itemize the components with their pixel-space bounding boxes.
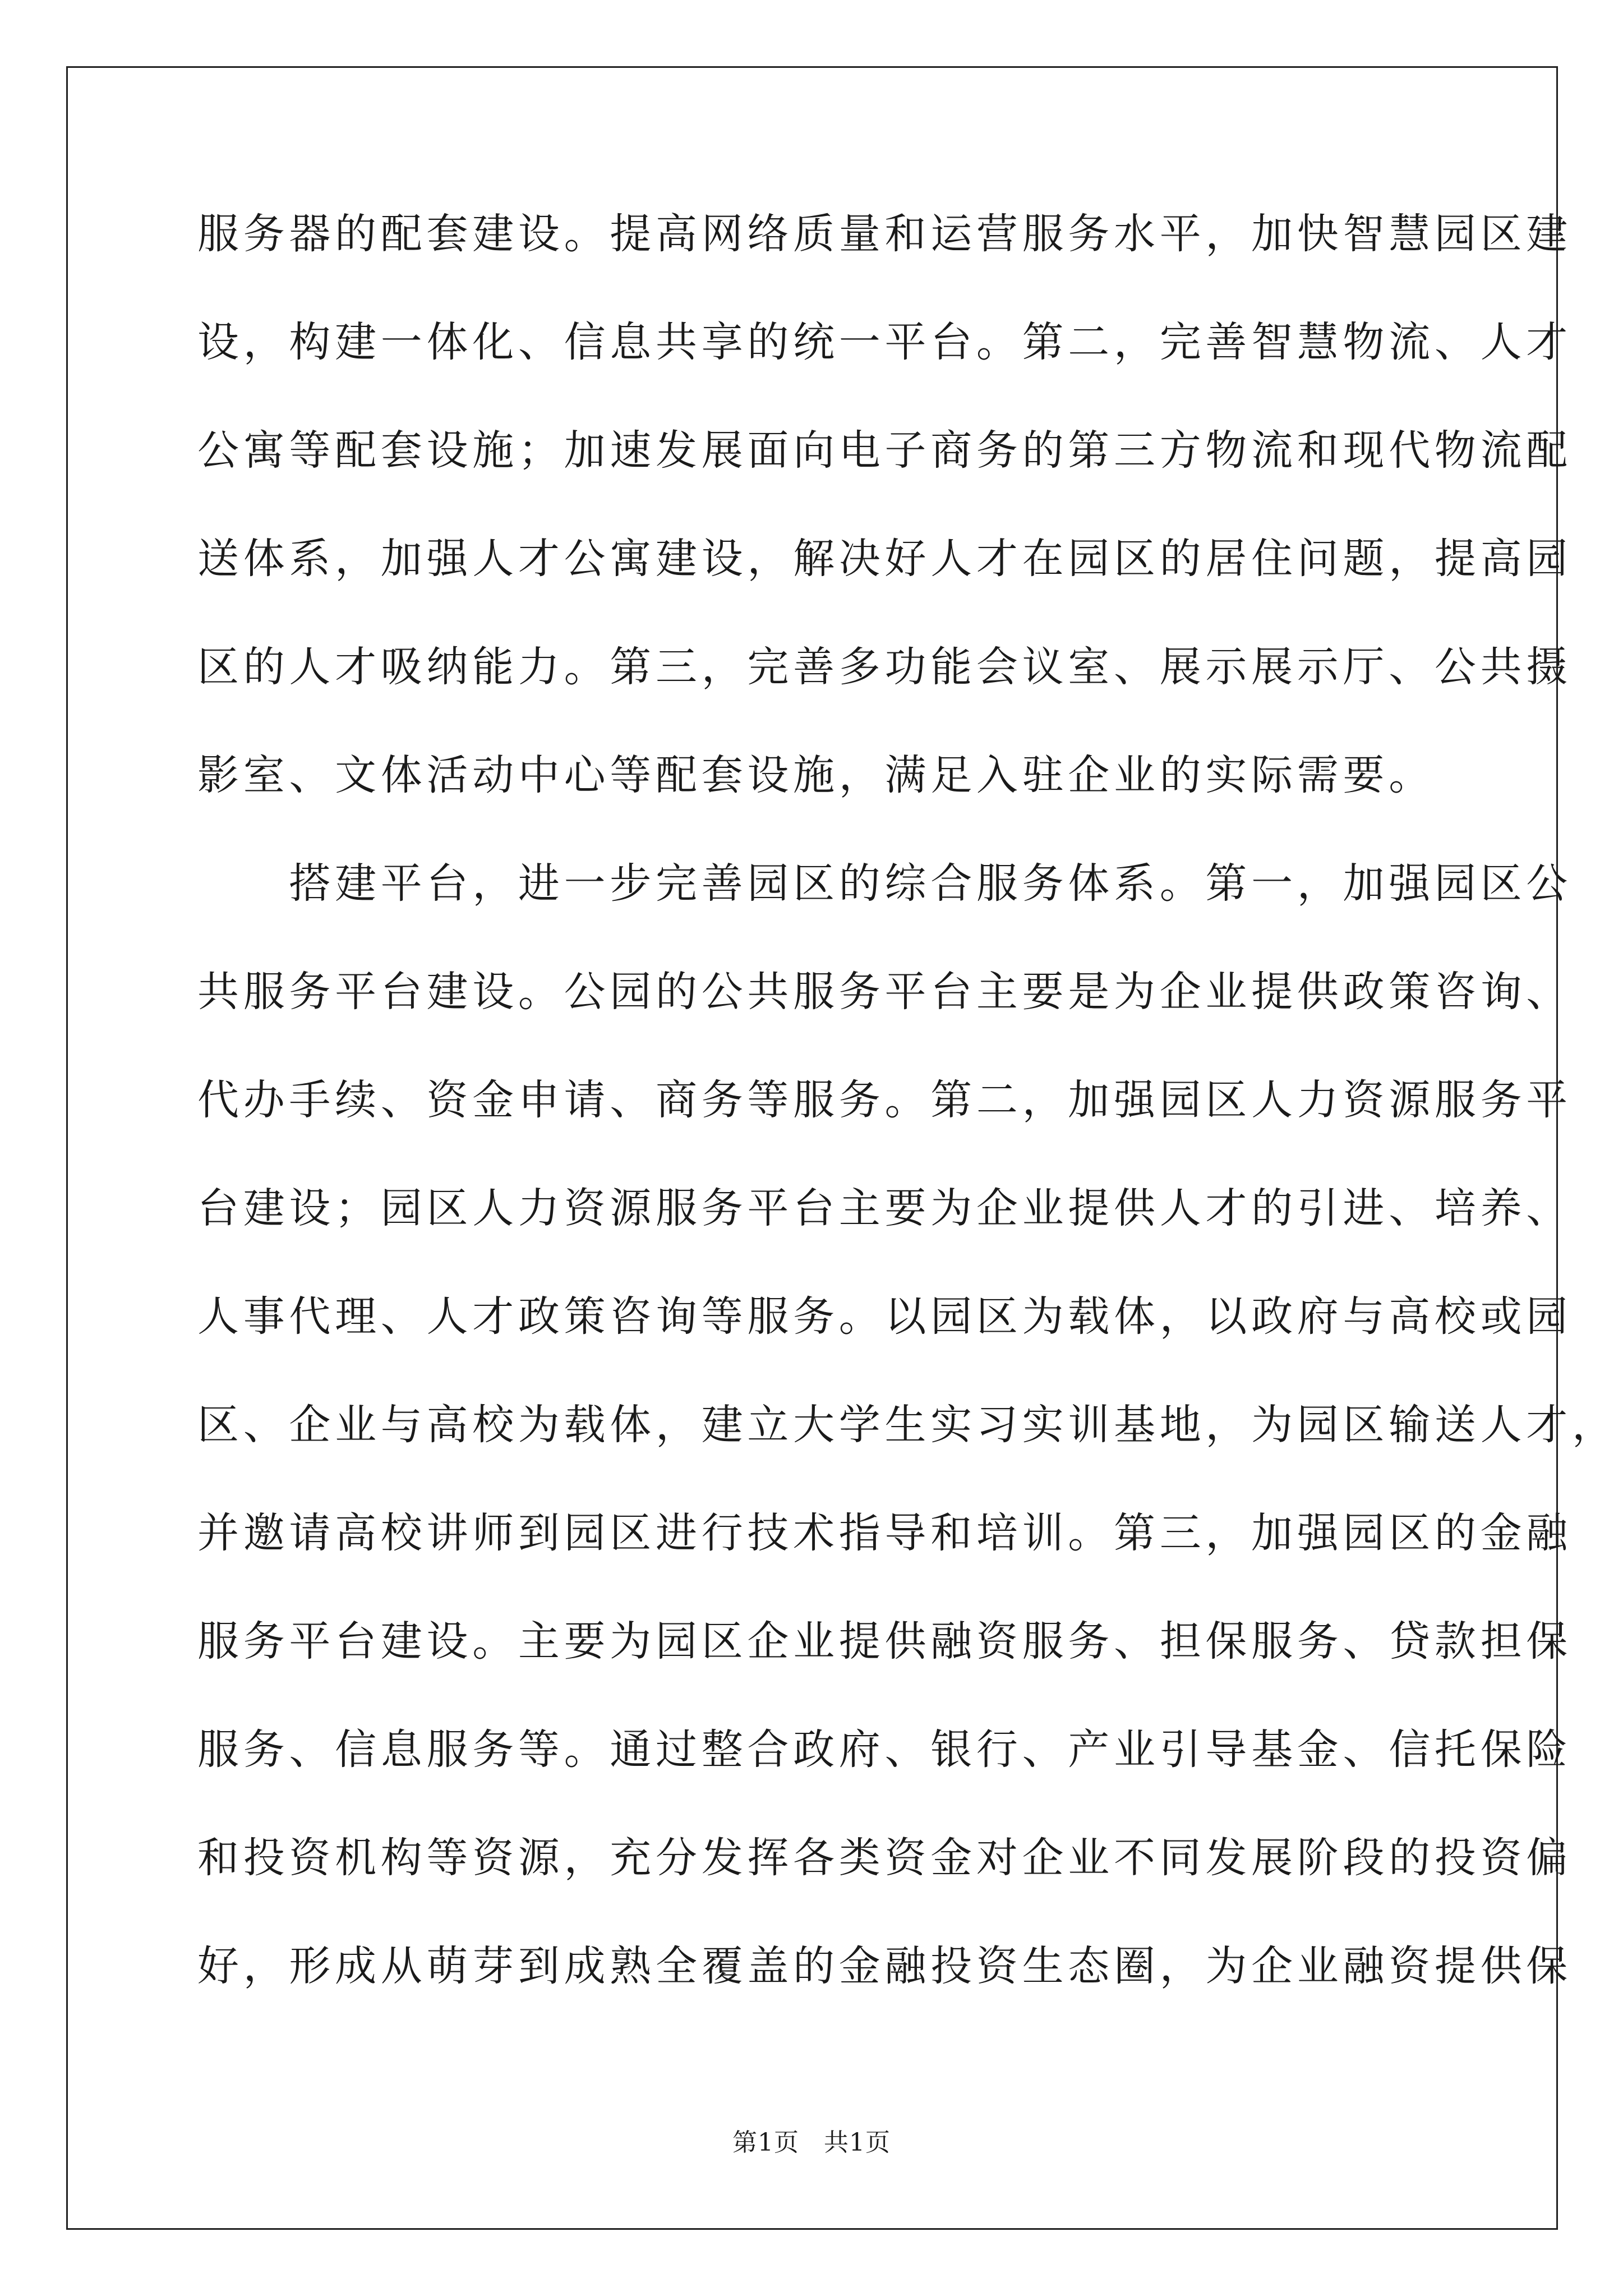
text-line: 和投资机构等资源，充分发挥各类资金对企业不同发展阶段的投资偏 <box>197 1834 1572 1882</box>
page-total: 共1页 <box>824 2128 891 2157</box>
text-line: 服务器的配套建设。提高网络质量和运营服务水平，加快智慧园区建 <box>197 210 1572 258</box>
text-line: 区、企业与高校为载体，建立大学生实习实训基地，为园区输送人才， <box>197 1401 1618 1449</box>
text-line: 搭建平台，进一步完善园区的综合服务体系。第一，加强园区公 <box>197 859 1572 908</box>
text-line: 送体系，加强人才公寓建设，解决好人才在园区的居住问题，提高园 <box>197 535 1572 583</box>
text-line: 共服务平台建设。公园的公共服务平台主要是为企业提供政策咨询、 <box>197 968 1572 1016</box>
text-line: 公寓等配套设施；加速发展面向电子商务的第三方物流和现代物流配 <box>197 426 1572 475</box>
page-border <box>66 66 1558 2230</box>
text-line: 设，构建一体化、信息共享的统一平台。第二，完善智慧物流、人才 <box>197 318 1572 366</box>
text-line: 并邀请高校讲师到园区进行技术指导和培训。第三，加强园区的金融 <box>197 1509 1572 1557</box>
text-line: 区的人才吸纳能力。第三，完善多功能会议室、展示展示厅、公共摄 <box>197 643 1572 691</box>
page-footer <box>0 2127 1623 2159</box>
text-line: 服务、信息服务等。通过整合政府、银行、产业引导基金、信托保险 <box>197 1726 1572 1774</box>
text-line: 好，形成从萌芽到成熟全覆盖的金融投资生态圈，为企业融资提供保 <box>197 1942 1572 1990</box>
text-line: 影室、文体活动中心等配套设施，满足入驻企业的实际需要。 <box>197 751 1435 799</box>
text-line: 服务平台建设。主要为园区企业提供融资服务、担保服务、贷款担保 <box>197 1617 1572 1665</box>
text-line: 台建设；园区人力资源服务平台主要为企业提供人才的引进、培养、 <box>197 1184 1572 1232</box>
page-number: 第1页 <box>732 2128 799 2157</box>
text-line: 代办手续、资金申请、商务等服务。第二，加强园区人力资源服务平 <box>197 1076 1572 1124</box>
text-line: 人事代理、人才政策咨询等服务。以园区为载体，以政府与高校或园 <box>197 1292 1572 1341</box>
